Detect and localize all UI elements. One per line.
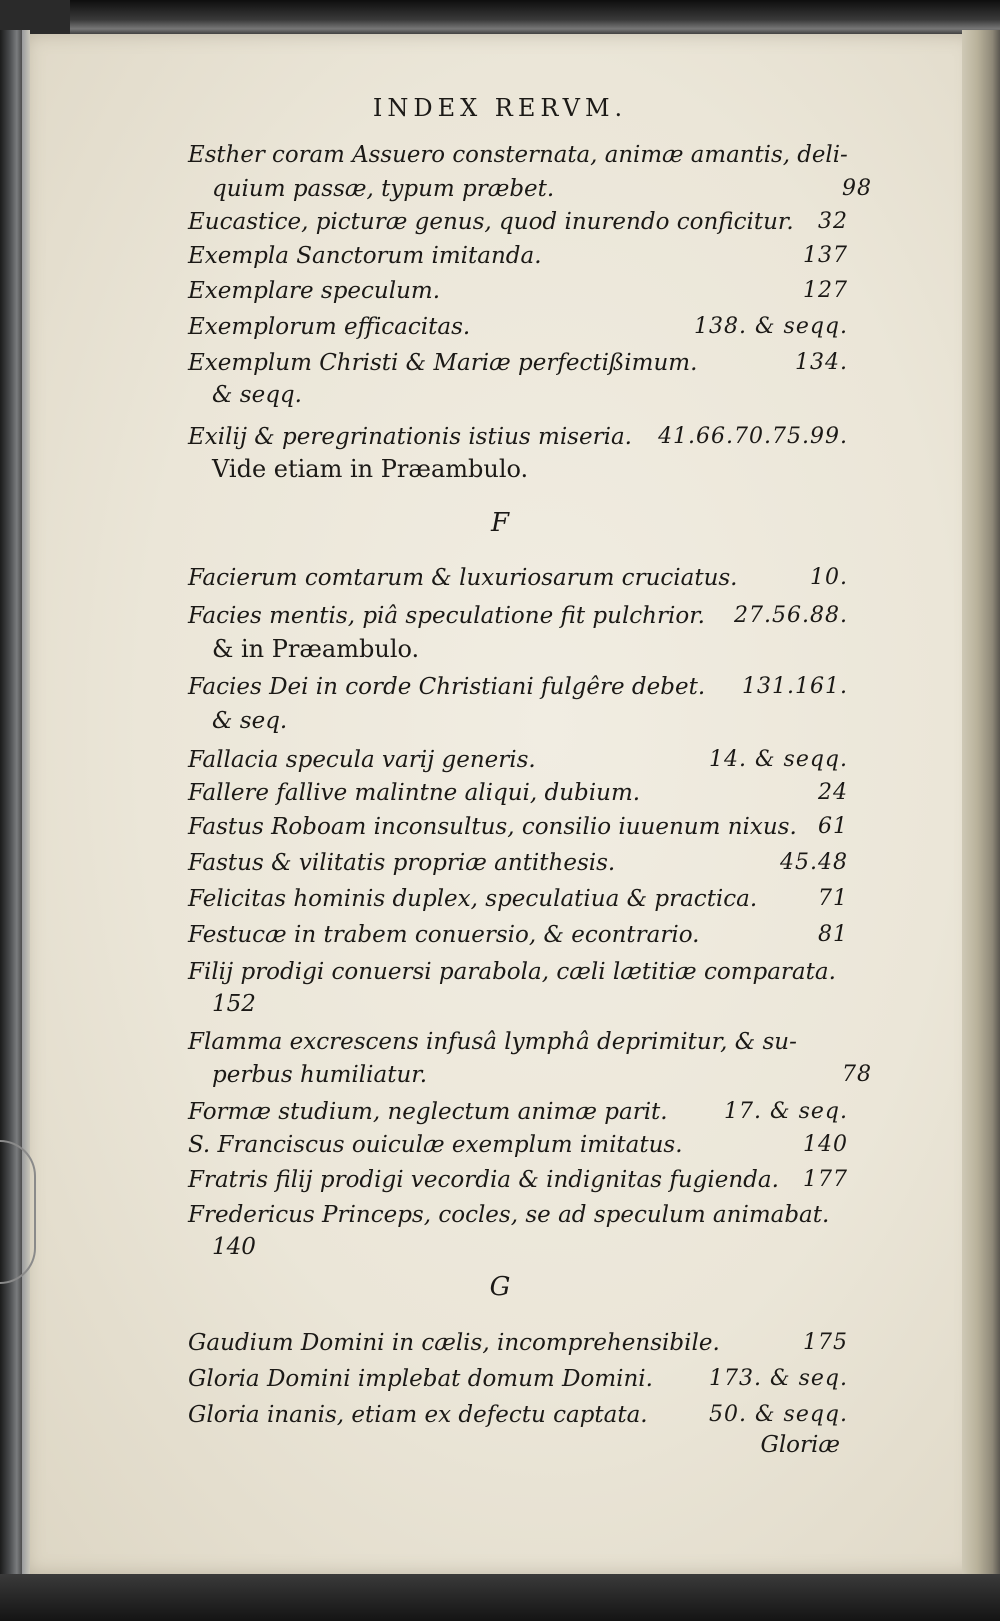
index-line: perbus humiliatur. 78: [212, 1062, 872, 1088]
index-line: Exemplare speculum. 127: [188, 278, 848, 304]
index-line: Fallacia specula varij generis. 14. & seqq.: [188, 747, 848, 773]
index-line: Fratris filij prodigi vecordia & indignitas fugienda. 177: [188, 1167, 848, 1193]
section-letter-g: G: [489, 1272, 511, 1302]
index-line: Esther coram Assuero consternata, animæ amantis, deli-: [188, 142, 848, 168]
index-line: Fredericus Princeps, cocles, se ad speculum animabat.: [188, 1202, 830, 1228]
index-line: Vide etiam in Præambulo.: [212, 455, 529, 483]
index-line: 140: [212, 1234, 256, 1260]
index-line: Eucastice, picturæ genus, quod inurendo conficitur. 32: [188, 209, 848, 235]
index-line: Exemplorum efficacitas. 138. & seqq.: [188, 314, 848, 340]
index-line: Fastus & vilitatis propriæ antithesis. 45.48: [188, 850, 848, 876]
index-line: Felicitas hominis duplex, speculatiua & practica. 71: [188, 886, 848, 912]
index-line: S. Franciscus ouiculæ exemplum imitatus. 140: [188, 1132, 848, 1158]
index-line: Festucæ in trabem conuersio, & econtrario. 81: [188, 922, 848, 948]
index-line: Gloria Domini implebat domum Domini. 173. & seq.: [188, 1366, 848, 1392]
index-line: & in Præambulo.: [212, 635, 420, 663]
index-line: Fastus Roboam inconsultus, consilio iuuenum nixus. 61: [188, 814, 848, 840]
index-line: Facierum comtarum & luxuriosarum cruciatus. 10.: [188, 565, 848, 591]
index-line: Exilij & peregrinationis istius miseria. 41.66.70.75.99.: [188, 424, 848, 450]
index-line: & seq.: [212, 708, 288, 734]
index-line: Flamma excrescens infusâ lymphâ deprimitur, & su-: [188, 1029, 797, 1055]
index-line: Facies mentis, piâ speculatione fit pulchrior. 27.56.88.: [188, 603, 848, 629]
index-line: quium passæ, typum præbet. 98: [212, 176, 872, 202]
index-line: & seqq.: [212, 382, 302, 408]
index-line: Formæ studium, neglectum animæ parit. 17. & seq.: [188, 1099, 848, 1125]
running-header: INDEX RERVM.: [372, 94, 628, 122]
index-line: Exempla Sanctorum imitanda. 137: [188, 243, 848, 269]
index-line: Gaudium Domini in cælis, incomprehensibile. 175: [188, 1330, 848, 1356]
section-letter-f: F: [490, 508, 510, 538]
index-line: 152: [212, 991, 256, 1017]
catchword: Gloriæ: [760, 1432, 840, 1458]
index-line: Gloria inanis, etiam ex defectu captata. 50. & seqq.: [188, 1402, 848, 1428]
index-line: Fallere fallive malintne aliqui, dubium. 24: [188, 780, 848, 806]
index-line: Exemplum Christi & Mariæ perfectißimum. 134.: [188, 350, 848, 376]
index-line: Facies Dei in corde Christiani fulgêre debet. 131.161.: [188, 674, 848, 700]
index-line: Filij prodigi conuersi parabola, cæli lætitiæ comparata.: [188, 959, 836, 985]
